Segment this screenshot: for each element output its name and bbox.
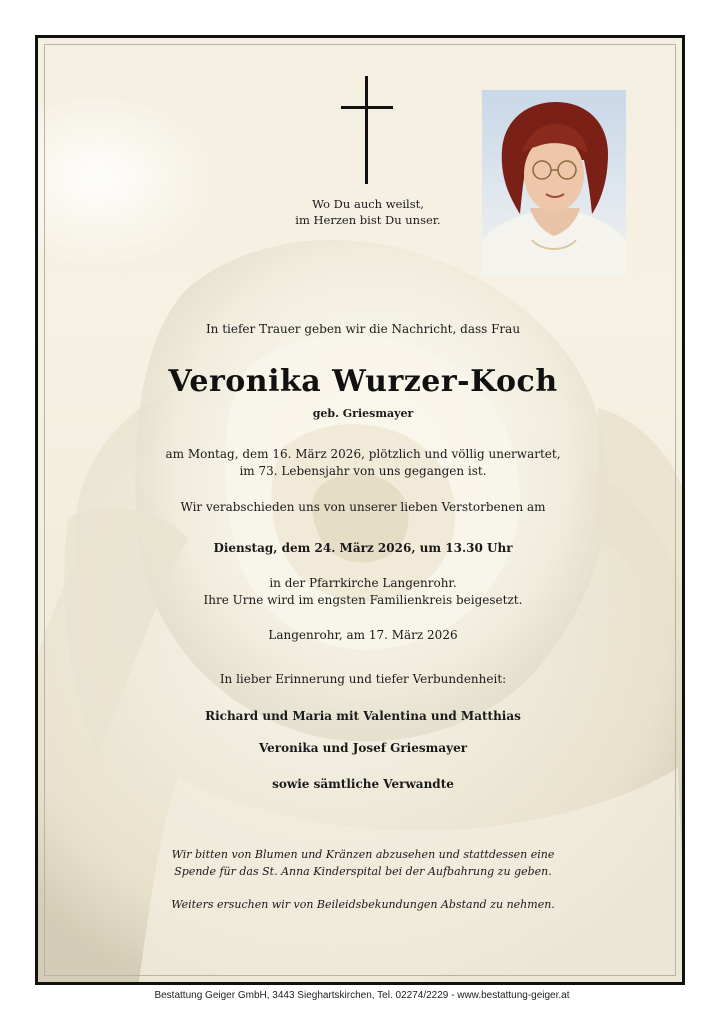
- service-place: [38, 575, 685, 609]
- maiden-name: geb. Griesmayer: [312, 407, 414, 420]
- motto-line-1: Wo Du auch weilst,: [312, 197, 424, 211]
- death-line-2: im 73. Lebensjahr von uns gegangen ist.: [239, 464, 487, 478]
- service-date: Dienstag, dem 24. März 2026, um 13.30 Uhr: [213, 541, 513, 555]
- cross-icon: [341, 76, 393, 184]
- intro-text: In tiefer Trauer geben wir die Nachricht, dass Frau: [205, 322, 521, 336]
- death-notice: [38, 446, 685, 480]
- motto-line-2: im Herzen bist Du unser.: [295, 213, 441, 227]
- obituary-card: [35, 35, 685, 985]
- funeral-home-footer: Bestattung Geiger GmbH, 3443 Sieghartskirchen, Tel. 02274/2229 - www.bestattung-geiger.at: [154, 990, 570, 1001]
- memory-intro: In lieber Erinnerung und tiefer Verbundenheit:: [219, 672, 507, 686]
- dateline: Langenrohr, am 17. März 2026: [268, 628, 458, 642]
- family-line-2: Veronika und Josef Griesmayer: [258, 741, 468, 755]
- death-line-1: am Montag, dem 16. März 2026, plötzlich und völlig unerwartet,: [165, 447, 561, 461]
- family-line-3: sowie sämtliche Verwandte: [272, 777, 454, 791]
- portrait-photo: [482, 90, 626, 276]
- request-line-2: Spende für das St. Anna Kinderspital bei der Aufbahrung zu geben.: [174, 865, 552, 878]
- portrait-illustration: [482, 90, 626, 276]
- place-line-2: Ihre Urne wird im engsten Familienkreis beigesetzt.: [203, 593, 523, 607]
- donation-request: [38, 846, 685, 880]
- deceased-name: Veronika Wurzer-Koch: [168, 364, 558, 399]
- request-line-1: Wir bitten von Blumen und Kränzen abzusehen und stattdessen eine: [171, 848, 555, 861]
- family-line-1: Richard und Maria mit Valentina und Matthias: [205, 709, 521, 723]
- place-line-1: in der Pfarrkirche Langenrohr.: [269, 576, 457, 590]
- condolence-request: Weiters ersuchen wir von Beileidsbekundungen Abstand zu nehmen.: [171, 898, 555, 911]
- farewell-text: Wir verabschieden uns von unserer lieben Verstorbenen am: [180, 500, 546, 514]
- motto: [218, 196, 518, 228]
